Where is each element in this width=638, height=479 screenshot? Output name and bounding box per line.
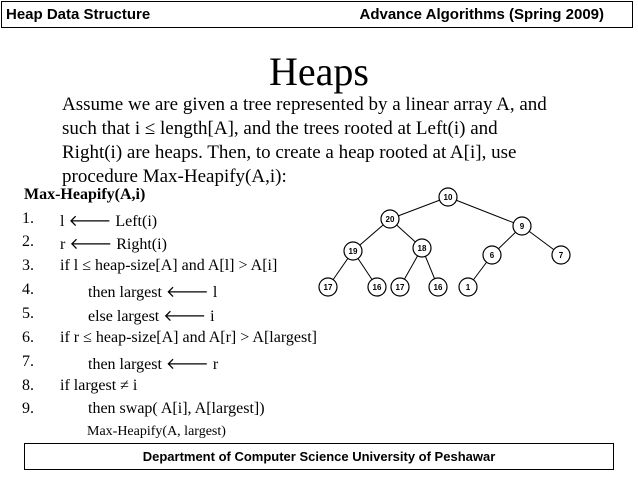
node-label: 19 xyxy=(348,247,358,256)
line-code: if l ≤ heap-size[A] and A[l] > A[i] xyxy=(60,257,278,274)
node-label: 16 xyxy=(372,283,382,292)
tree-edge xyxy=(448,197,522,226)
line-code: then largest 🡐 l xyxy=(88,284,218,301)
line-number: 1. xyxy=(22,210,34,227)
node-label: 10 xyxy=(443,193,453,202)
line-code: r 🡐 Right(i) xyxy=(60,236,167,253)
tree-node xyxy=(391,278,409,296)
node-label: 6 xyxy=(489,251,495,260)
line-code: then swap( A[i], A[largest]) xyxy=(88,400,265,417)
line-code: then largest 🡐 r xyxy=(88,356,219,373)
line-code: if r ≤ heap-size[A] and A[r] > A[largest] xyxy=(60,329,317,346)
tree-node xyxy=(439,188,457,206)
node-label: 17 xyxy=(323,283,333,292)
intro-line: Right(i) are heaps. Then, to create a heap rooted at A[i], use xyxy=(62,142,517,163)
intro-paragraph xyxy=(62,93,622,189)
line-number: 2. xyxy=(22,233,34,250)
tree-node xyxy=(513,217,531,235)
header-course: Advance Algorithms (Spring 2009) xyxy=(359,6,604,23)
node-label: 7 xyxy=(558,251,564,260)
intro-line: such that i ≤ length[A], and the trees rooted at Left(i) and xyxy=(62,118,498,139)
line-number: 8. xyxy=(22,377,34,394)
line-code: l 🡐 Left(i) xyxy=(60,213,158,230)
tree-node xyxy=(552,246,570,264)
header-topic: Heap Data Structure xyxy=(6,6,151,23)
tree-node xyxy=(381,210,399,228)
tree-node xyxy=(429,278,447,296)
tree-node xyxy=(483,246,501,264)
node-label: 16 xyxy=(433,283,443,292)
node-label: 18 xyxy=(417,244,427,253)
tree-node xyxy=(368,278,386,296)
node-label: 20 xyxy=(385,215,395,224)
node-label: 17 xyxy=(395,283,405,292)
line-number: 7. xyxy=(22,353,34,370)
intro-line: Assume we are given a tree represented by a linear array A, and xyxy=(62,94,547,115)
line-code: if largest ≠ i xyxy=(60,377,138,394)
slide-header xyxy=(1,1,633,28)
slide-title: Heaps xyxy=(269,49,369,94)
line-number: 6. xyxy=(22,329,34,346)
line-number: 9. xyxy=(22,400,34,417)
node-label: 1 xyxy=(465,283,471,292)
slide-footer: Department of Computer Science University of Peshawar xyxy=(24,443,614,470)
tree-node xyxy=(344,242,362,260)
tree-node xyxy=(459,278,477,296)
tree-node xyxy=(413,239,431,257)
line-number: 4. xyxy=(22,281,34,298)
line-code: else largest 🡐 i xyxy=(88,308,215,325)
intro-line: procedure Max-Heapify(A,i): xyxy=(62,166,287,187)
node-label: 9 xyxy=(519,222,525,231)
tree-edges xyxy=(328,197,561,287)
line-number: 5. xyxy=(22,305,34,322)
recursive-call: Max-Heapify(A, largest) xyxy=(87,424,226,439)
line-number: 3. xyxy=(22,257,34,274)
algorithm-title: Max-Heapify(A,i) xyxy=(24,186,146,203)
heap-tree-diagram xyxy=(310,185,580,300)
tree-node xyxy=(319,278,337,296)
